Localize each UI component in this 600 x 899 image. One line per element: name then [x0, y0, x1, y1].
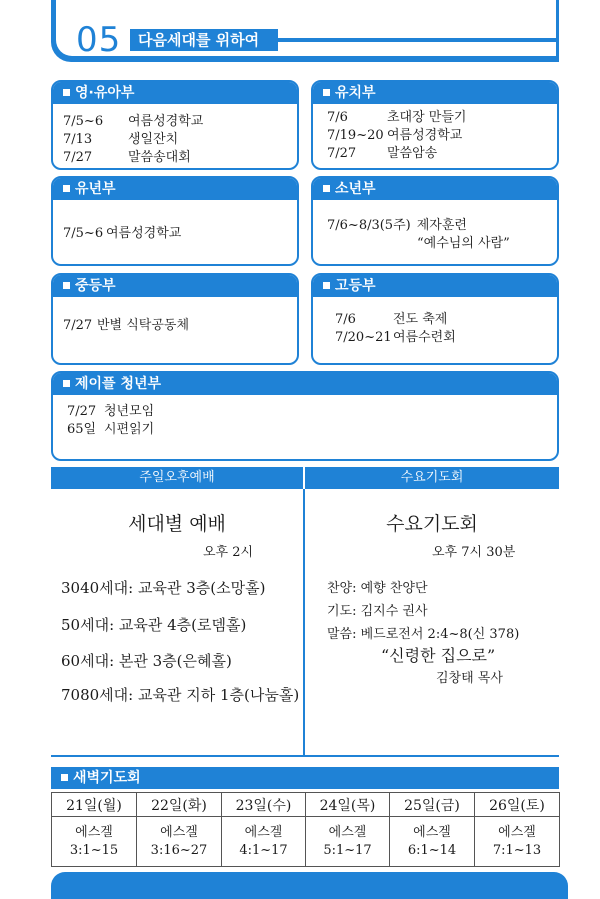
day-cell: 26일(토) — [475, 793, 560, 817]
square-bullet-icon — [61, 774, 68, 781]
schedule-row: “예수님의 사람” — [417, 236, 510, 251]
dept-name: 유치부 — [335, 85, 376, 101]
generation-group: 7080세대: 교육관 지하 1층(나눔홀) — [61, 686, 300, 704]
schedule-row: 7/27 반별 식탁공동체 — [63, 318, 190, 333]
schedule-row: 7/27 말씀암송 — [327, 146, 438, 161]
day-cell: 24일(목) — [306, 793, 390, 817]
square-bullet-icon — [63, 380, 70, 387]
table-row — [52, 817, 560, 867]
dept-box-middle — [51, 273, 299, 365]
schedule-row: 65일 시편읽기 — [67, 422, 155, 437]
dept-box-junior — [311, 176, 559, 266]
schedule-row: 7/20~21 여름수련회 — [335, 330, 456, 345]
section-rule — [51, 755, 559, 757]
generation-group: 50세대: 교육관 4층(로뎀홀) — [61, 616, 247, 634]
wednesday-prayer-header: 수요기도회 — [305, 467, 559, 489]
dept-header — [53, 373, 557, 395]
reading-cell: 에스겔 3:1~15 — [52, 817, 137, 867]
dept-box-young-adult — [51, 371, 559, 461]
prayer-detail: 기도: 김지수 권사 — [327, 604, 428, 619]
dept-name: 유년부 — [75, 181, 116, 197]
square-bullet-icon — [323, 185, 330, 192]
schedule-row: 7/27 말씀송대회 — [63, 150, 191, 165]
schedule-row: 7/13 생일잔치 — [63, 132, 179, 147]
generation-group: 3040세대: 교육관 3층(소망홀) — [61, 579, 266, 597]
sunday-service-title: 세대별 예배 — [128, 513, 226, 535]
dept-box-primary — [51, 176, 299, 266]
dawn-prayer-table — [51, 792, 560, 867]
square-bullet-icon — [63, 282, 70, 289]
prayer-detail: 말씀: 베드로전서 2:4~8(신 378) — [327, 627, 520, 642]
square-bullet-icon — [63, 89, 70, 96]
dept-box-kindergarten — [311, 80, 559, 170]
section-title: 다음세대를 위하여 — [130, 29, 278, 51]
dept-name: 고등부 — [335, 278, 376, 294]
dept-box-infant — [51, 80, 299, 170]
dept-header — [313, 178, 557, 200]
dept-name: 소년부 — [335, 181, 376, 197]
dept-header — [53, 178, 297, 200]
schedule-row: 7/6 초대장 만들기 — [327, 110, 467, 125]
reading-cell: 에스겔 3:16~27 — [137, 817, 222, 867]
dawn-prayer-header — [51, 767, 559, 789]
dept-name: 제이플 청년부 — [75, 376, 162, 392]
day-cell: 21일(월) — [52, 793, 137, 817]
schedule-row: 7/19~20 여름성경학교 — [327, 128, 463, 143]
reading-cell: 에스겔 5:1~17 — [306, 817, 390, 867]
sunday-afternoon-header: 주일오후예배 — [51, 467, 303, 489]
schedule-row: 7/27 청년모임 — [67, 404, 155, 419]
wednesday-prayer-title: 수요기도회 — [386, 513, 478, 535]
dept-header — [313, 275, 557, 297]
dept-header — [313, 82, 557, 104]
section-number: 05 — [76, 20, 122, 60]
square-bullet-icon — [63, 185, 70, 192]
dept-name: 중등부 — [75, 278, 116, 294]
day-cell: 23일(수) — [222, 793, 306, 817]
dept-header — [53, 275, 297, 297]
reading-cell: 에스겔 4:1~17 — [222, 817, 306, 867]
dept-name: 영·유아부 — [75, 85, 135, 101]
generation-group: 60세대: 본관 3층(은혜홀) — [61, 652, 232, 670]
schedule-row: 7/5~6 여름성경학교 — [63, 226, 182, 241]
footer-bar — [51, 872, 568, 899]
sermon-title: “신령한 집으로” — [381, 646, 496, 665]
square-bullet-icon — [323, 89, 330, 96]
reading-cell: 에스겔 6:1~14 — [390, 817, 475, 867]
prayer-detail: 찬양: 예향 찬양단 — [327, 581, 428, 596]
dept-header — [53, 82, 297, 104]
schedule-row: 7/6 전도 축제 — [335, 312, 448, 327]
wednesday-prayer-time: 오후 7시 30분 — [432, 545, 516, 560]
sunday-service-time: 오후 2시 — [203, 545, 254, 560]
square-bullet-icon — [323, 282, 330, 289]
reading-cell: 에스겔 7:1~13 — [475, 817, 560, 867]
dept-box-high — [311, 273, 559, 365]
day-cell: 22일(화) — [137, 793, 222, 817]
preacher: 김창태 목사 — [436, 671, 503, 686]
dawn-prayer-header-wrap — [51, 767, 559, 791]
schedule-row: 7/6~8/3(5주) 제자훈련 — [327, 218, 467, 233]
dawn-prayer-title: 새벽기도회 — [73, 770, 141, 786]
day-cell: 25일(금) — [390, 793, 475, 817]
worship-section — [51, 467, 559, 759]
table-row — [52, 793, 560, 817]
schedule-row: 7/5~6 여름성경학교 — [63, 114, 204, 129]
header-rule — [278, 38, 559, 42]
